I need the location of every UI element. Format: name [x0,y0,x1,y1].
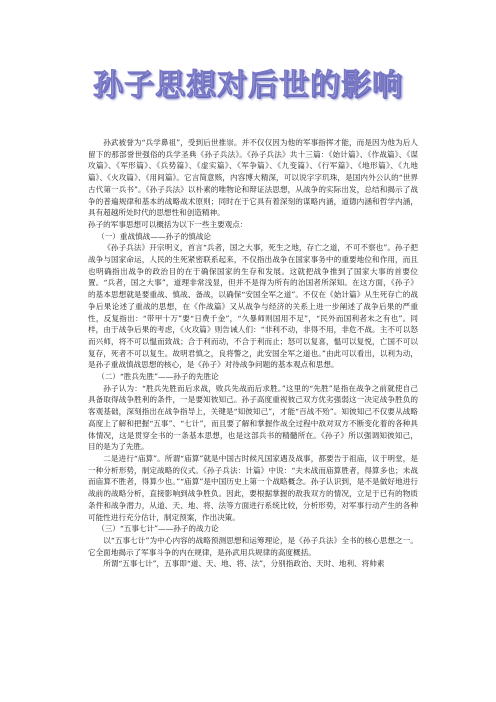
paragraph: 二是进行“庙算”。所谓“庙算”就是中国古时候凡国家遇及战事，都要告于祖庙，议于明堂，是一种分析形势，制定战略的仪式。《孙子兵法：计篇》中说：“夫未战而庙算胜者，得算多也；未战而庙算不胜者，得算少也。”“庙算”是中国历史上第一个战略概念。孙子认识到，是不是做好地进行战前的战略分析，直接影响到战争胜负。因此，要根据掌握的敌我双方的情况，立足于已有的物质条件和战争潜力，从道、天、地、将、法等方面进行系统比较，分析形势，对军事行动产生的各种可能性进行充分估计，制定预案，作出决策。 [88,453,418,522]
paragraph: 孙子的军事思想可以概括为以下一些主要观点： [88,219,248,229]
section-heading: （一）重战慎战——孙子的慎战论 [97,231,212,241]
document-body [88,137,418,570]
paragraph: 《孙子兵法》开宗明义，首言“兵者，国之大事，死生之地，存亡之道，不可不察也”。孙子把战争与国家命运，人民的生死紧密联系起来，不仅指出战争在国家事务中的重要地位和作用，而且也明确指出战争的政治目的在于确保国家的生存和发展。这就把战争推到了国家大事的首要位置。“兵者，国之大事”，道理非常浅显，但并不是得为所有的治国者所深知。在这方面，《孙子》的基本思想就是要重战、慎战、备战，以确保“安国全军之道”。不仅在《始计篇》从生死存亡的战争后果论述了重战的思想，在《作战篇》又从战争与经济的关系上进一步阐述了战争后果的严重性，反复指出：“带甲十万”要“日费千金”，“久暴师则国用不足”，“民外而国利者未之有也”。同样，由于战争后果的考虑，《火攻篇》则告诫人们：“非利不动，非得不用，非危不战。主不可以怒而兴师，将不可以愠而致战；合于利而动，不合于利而止；怒可以复喜，愠可以复悦，亡国不可以复存，死者不可以复生。故明君慎之，良将警之，此安国全军之道也。”由此可以看出，以利为动，是孙子重战慎战思想的核心，是《孙子》对待战争问题的基本观点和思想。 [88,243,418,370]
paragraph: 以“五事七计”为中心内容的战略预测思想和运筹理论，是《孙子兵法》全书的核心思想之一。它全面地揭示了军事斗争的内在规律，是孙武用兵规律的高度概括。 [88,535,418,557]
paragraph: 孙武被誉为“兵学鼻祖”，受到后世推崇。并不仅仅因为他的军事指挥才能，而是因为他为后人留下的那部誉世强俗的兵学圣典《孙子兵法》。《孙子兵法》共十三篇：《始计篇》、《作战篇》、《谋攻篇》、《军形篇》、《兵势篇》、《虚实篇》、《军争篇》、《九变篇》、《行军篇》、《地形篇》、《九地篇》、《火攻篇》、《用间篇》。它言简意赅，内容博大精深，可以说字字玑珠，是国内外公认的“世界古代第一兵书”。《孙子兵法》以朴素的唯物论和辩证法思想，从战争的实际出发，总结和揭示了战争的普遍规律和基本的战略战术原则；同时在于它具有着深刻的谋略内涵，道德内涵和哲学内涵，具有超越所处时代的思想性和创造精神。 [88,138,418,218]
section-heading: （三）“五事七计”——孙子的战力论 [97,524,219,534]
paragraph: 孙子认为：“胜兵先胜而后求战，败兵先战而后求胜。”这里的“先胜”是指在战争之前就使自己具备取得战争胜利的条件，一是要知彼知己。孙子高度重视彼己双方优劣强弱这一决定战争胜负的客观基础，深刻指出在战争指导上，关键是“知彼知己”，才能“百战不殆”。知彼知己不仅要从战略高度上了解和把握“五事”、“七计”，而且要了解和掌握作战全过程中敌对双方不断变化着的各种具体情况，这是贯穿全书的一条基本思想，也是这部兵书的精髓所在。《孙子》所以强调知彼知己，目的是为了先胜。 [88,383,418,452]
paragraph: 所谓“五事七计”，五事即“道、天、地、将、法”，分别指政治、天时、地利、将帅素 [103,559,385,569]
title-block [0,60,496,104]
section-heading: （二）“胜兵先胜”——孙子的先胜论 [97,372,219,382]
document-title: 孙子思想对后世的影响 [93,68,403,103]
